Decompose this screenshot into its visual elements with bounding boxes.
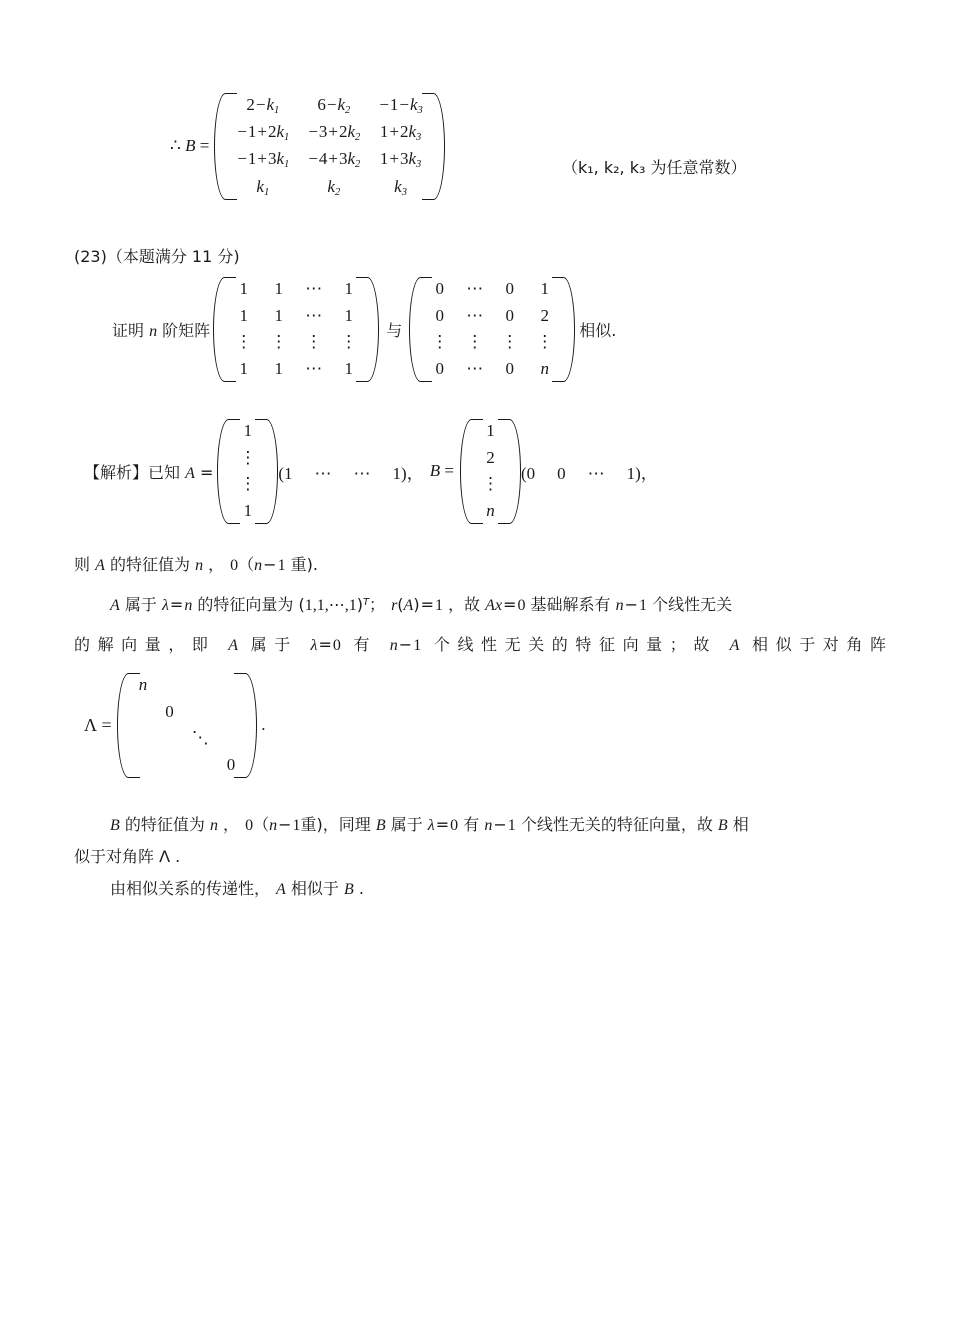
- eigenvalue-line-a: 则 A 的特征值为 n ， 0（n−1 重).: [74, 555, 318, 574]
- paren-right: [508, 418, 521, 525]
- cell: ⋯: [466, 279, 484, 298]
- cell: 1: [274, 305, 283, 325]
- matrix-ones-table: [226, 276, 366, 383]
- cell: [156, 672, 183, 699]
- cell: 0: [435, 279, 444, 298]
- table-row: [422, 276, 562, 303]
- cell: $1+2k_3$: [379, 122, 422, 144]
- cell: 1: [243, 421, 253, 440]
- cell: $1+3k_3$: [379, 149, 422, 171]
- problem-tail: 相似.: [579, 320, 617, 340]
- paren-left: [460, 418, 473, 525]
- cell: ⋮: [501, 332, 519, 352]
- cell: $-1+2k_1$: [237, 122, 290, 144]
- column-vector-a: [217, 418, 278, 525]
- paren-right: [244, 672, 257, 779]
- cell: $-1+3k_1$: [237, 149, 290, 171]
- cell: $k_1$: [256, 176, 270, 198]
- cell: [183, 699, 218, 726]
- cell: ⋯: [466, 305, 484, 325]
- lambda-period: .: [261, 715, 266, 735]
- matrix-ones: [213, 276, 379, 383]
- problem-statement: [112, 276, 616, 383]
- cell: 0: [165, 701, 174, 721]
- cell: ⋯: [305, 279, 323, 298]
- cell: ⋮: [239, 474, 257, 494]
- solution-label: 【解析】已知 A =: [84, 462, 214, 482]
- cell: ⋮: [235, 332, 253, 352]
- table-row: [130, 699, 245, 726]
- table-row: [226, 276, 366, 303]
- table-row: [226, 329, 366, 356]
- cell: ⋮: [270, 332, 288, 352]
- paragraph-a-1: A 属于 λ=n 的特征向量为 (1,1,⋯,1)$^T$； r(A)=1 ，故 Ax=0 基础解系有 n−1 个线性无关: [110, 595, 733, 614]
- matrix-b-decomp-lead: B =: [429, 461, 454, 481]
- cell: 0: [505, 305, 514, 325]
- cell: 0: [226, 754, 236, 774]
- matrix-lambda-table: [130, 672, 245, 779]
- paren-right: [562, 276, 575, 383]
- paren-right: [265, 418, 278, 525]
- table-row: [422, 329, 562, 356]
- cell: $-4+3k_2$: [308, 149, 361, 171]
- cell: [183, 752, 218, 779]
- table-row: [227, 146, 432, 173]
- cell: $-3+2k_2$: [308, 122, 361, 144]
- cell: 2: [486, 447, 495, 467]
- cell: [156, 725, 183, 752]
- cell: 0: [435, 358, 444, 378]
- matrix-b-table: [227, 92, 432, 201]
- cell: 1: [344, 305, 353, 325]
- cell: $2-k_1$: [246, 95, 280, 116]
- matrix-lambda: [117, 672, 258, 779]
- cell: ⋯: [466, 358, 484, 378]
- table-row: [226, 356, 366, 383]
- table-row: [130, 725, 245, 752]
- cell: 0: [435, 305, 444, 325]
- table-row: [227, 119, 432, 146]
- cell: 1: [540, 279, 549, 298]
- table-row: [422, 356, 562, 383]
- problem-conjunction: 与: [386, 320, 403, 340]
- paren-left: [409, 276, 422, 383]
- table-row: [227, 174, 432, 201]
- cell: ⋮: [340, 332, 358, 352]
- cell: ⋮: [305, 332, 323, 352]
- cell: 1: [274, 279, 283, 298]
- matrix-lastcol-table: [422, 276, 562, 383]
- table-row: [130, 672, 245, 699]
- paragraph-b-1: B 的特征值为 n ， 0（n−1重)，同理 B 属于 λ=0 有 n−1 个线性无关的特征向量，故 B 相: [110, 815, 749, 834]
- cell: $-1-k_3$: [379, 95, 423, 116]
- cell: $6-k_2$: [317, 95, 351, 116]
- table-row: [422, 303, 562, 330]
- paren-left: [213, 276, 226, 383]
- paren-left: [217, 418, 230, 525]
- paren-left: [117, 672, 130, 779]
- cell: 1: [486, 421, 495, 440]
- paren-right: [432, 92, 445, 201]
- paren-left: [214, 92, 227, 201]
- cell: 2: [540, 305, 549, 325]
- conclusion-line: 由相似关系的传递性， A 相似于 B .: [110, 879, 364, 898]
- cell: ⋮: [481, 474, 499, 494]
- paragraph-b-2: 似于对角阵 Λ .: [74, 847, 181, 866]
- cell: $k_3$: [394, 176, 407, 198]
- table-row: [226, 303, 366, 330]
- cell: 1: [239, 305, 248, 325]
- cell: ⋱: [191, 728, 209, 748]
- cell: 1: [239, 279, 248, 298]
- matrix-b-note: （k₁, k₂, k₃ 为任意常数）: [562, 158, 747, 177]
- cell: 0: [505, 279, 514, 298]
- cell: n: [486, 500, 495, 520]
- cell: 1: [344, 279, 353, 298]
- lambda-lead: Λ =: [84, 714, 112, 735]
- cell: 0: [505, 358, 514, 378]
- cell: ⋮: [466, 332, 484, 352]
- cell: 1: [243, 500, 253, 520]
- cell: [156, 752, 183, 779]
- column-vector-b: [460, 418, 521, 525]
- cell: n: [540, 358, 549, 378]
- cell: $k_2$: [327, 176, 341, 198]
- cell: 1: [274, 358, 283, 378]
- cell: n: [138, 675, 148, 694]
- cell: ⋯: [305, 358, 323, 378]
- lambda-equation: [84, 672, 265, 779]
- table-row: [130, 752, 245, 779]
- question-number-line: (23)（本题满分 11 分): [74, 247, 240, 266]
- cell: ⋮: [239, 447, 257, 467]
- cell: 1: [344, 358, 353, 378]
- paren-right: [366, 276, 379, 383]
- paragraph-a-2: 的解向量，即 A 属于 λ=0 有 n−1 个线性无关的特征向量；故 A 相似于对角阵: [74, 635, 886, 654]
- solution-decomposition: [84, 418, 658, 525]
- matrix-b-equation: [170, 92, 445, 201]
- table-row: [227, 92, 432, 119]
- matrix-b: [214, 92, 445, 201]
- row-vector-b: (0 0 ⋯ 1)，: [520, 463, 658, 484]
- matrix-b-lead: ∴ B =: [170, 136, 210, 156]
- cell: ⋯: [305, 305, 323, 325]
- problem-lead: 证明 n 阶矩阵: [112, 320, 211, 340]
- cell: 1: [239, 358, 248, 378]
- row-vector-a: (1 ⋯ ⋯ 1)，: [278, 463, 424, 484]
- matrix-lastcol: [409, 276, 575, 383]
- cell: [183, 672, 218, 699]
- cell: ⋮: [536, 332, 554, 352]
- cell: ⋮: [431, 332, 449, 352]
